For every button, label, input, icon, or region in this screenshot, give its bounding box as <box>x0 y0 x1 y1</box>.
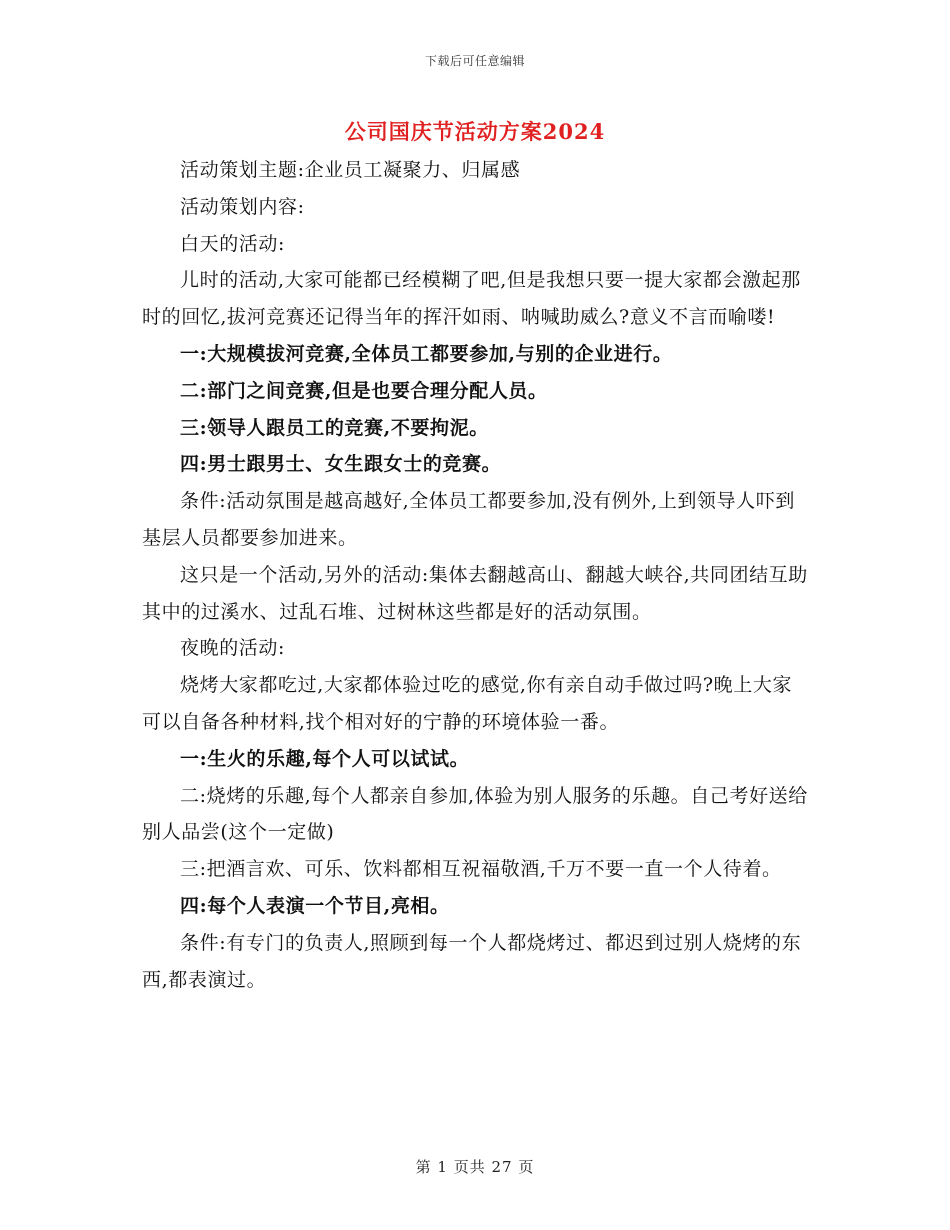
paragraph: 烧烤大家都吃过,大家都体验过吃的感觉,你有亲自动手做过吗?晚上大家可以自备各种材料,找个相对好的宁静的环境体验一番。 <box>142 674 793 733</box>
paragraph: 二:烧烤的乐趣,每个人都亲自参加,体验为别人服务的乐趣。自己考好送给别人品尝(这个一定做) <box>142 784 808 844</box>
paragraph: 这只是一个活动,另外的活动:集体去翻越高山、翻越大峡谷,共同团结互助其中的过溪水、过乱石堆、过树林这些都是好的活动氛围。 <box>142 563 808 623</box>
bold-paragraph: 一:生火的乐趣,每个人可以试试。 <box>180 747 470 770</box>
bold-paragraph: 二:部门之间竞赛,但是也要合理分配人员。 <box>180 379 548 402</box>
paragraph: 活动策划内容: <box>180 195 305 218</box>
bold-paragraph: 一:大规模拔河竞赛,全体员工都要参加,与别的企业进行。 <box>180 342 673 365</box>
bold-paragraph: 四:男士跟男士、女生跟女士的竞赛。 <box>180 453 502 476</box>
paragraph: 白天的活动: <box>180 232 286 255</box>
paragraph: 儿时的活动,大家可能都已经模糊了吧,但是我想只要一提大家都会激起那时的回忆,拔河竞赛还记得当年的挥汗如雨、呐喊助威么?意义不言而喻喽! <box>142 269 801 329</box>
page-header: 下载后可任意编辑 <box>424 54 525 68</box>
paragraph: 三:把酒言欢、可乐、饮料都相互祝福敬酒,千万不要一直一个人待着。 <box>180 858 782 881</box>
document-body <box>142 152 808 998</box>
bold-paragraph: 四:每个人表演一个节目,亮相。 <box>180 894 450 917</box>
paragraph: 条件:有专门的负责人,照顾到每一个人都烧烤过、都迟到过别人烧烤的东西,都表演过。 <box>142 931 802 991</box>
paragraph: 活动策划主题:企业员工凝聚力、归属感 <box>180 159 521 181</box>
paragraph: 夜晚的活动: <box>180 637 286 660</box>
document-title: 公司国庆节活动方案2024 <box>344 119 606 144</box>
bold-paragraph: 三:领导人跟员工的竞赛,不要拘泥。 <box>180 416 489 439</box>
paragraph: 条件:活动氛围是越高越好,全体员工都要参加,没有例外,上到领导人吓到基层人员都要参加进来。 <box>142 490 795 549</box>
page-footer: 第 1 页共 27 页 <box>415 1158 535 1176</box>
